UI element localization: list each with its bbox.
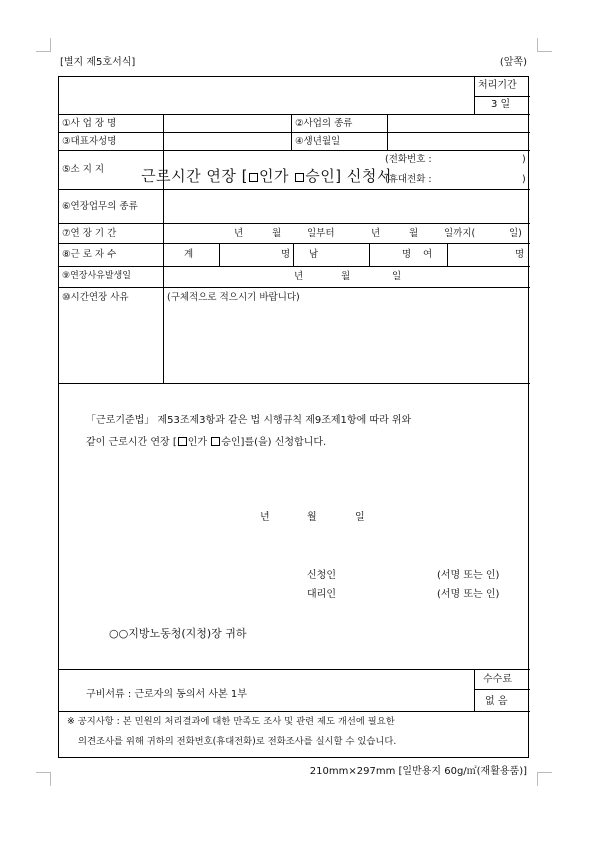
period-month: 월 [272,228,282,239]
workers-total-unit: 명 [281,249,291,260]
period-days: 일) [509,228,522,239]
checkbox-approval-icon [211,437,220,446]
attachment-note: 구비서류 : 근로자의 동의서 사본 1부 [86,689,247,700]
crop-mark [36,51,50,52]
sign-month: 월 [307,512,317,523]
label-occurrence-date: ⑨연장사유발생일 [62,271,131,281]
agent-sign: (서명 또는 인) [437,589,500,600]
application-form [58,76,529,758]
statement-option-permission: 인가 [187,437,211,448]
label-address: ⑤소 지 지 [62,164,105,175]
notice-line-2: 의견조사를 위해 귀하의 전화번호(휴대전화)로 전화조사를 실시할 수 있습니다. [78,736,397,747]
workers-total: 계 [184,249,194,260]
occurrence-month: 월 [341,271,351,282]
statement-line-2 [86,437,326,448]
period-year: 년 [234,228,244,239]
paper-spec: 210mm×297mm [일반용지 60g/㎡(재활용품)] [309,766,527,777]
sign-day: 일 [355,512,365,523]
crop-mark [50,772,51,786]
phone-close: ) [522,154,526,165]
applicant-sign: (서명 또는 인) [437,570,500,581]
period-year-to: 년 [371,228,381,239]
crop-mark [538,51,552,52]
checkbox-permission-icon [249,173,258,182]
label-birth-date: ④생년월일 [295,136,341,147]
processing-period-value: 3 일 [491,99,511,110]
fee-value: 없 음 [485,696,508,707]
checkbox-approval-icon [295,173,304,182]
workers-female-unit: 명 [515,249,525,260]
crop-mark [537,772,538,786]
crop-mark [36,772,50,773]
period-day-from: 일부터 [307,228,335,239]
agent-label: 대리인 [307,589,336,600]
recipient: ○○지방노동청(지청)장 귀하 [109,627,247,640]
checkbox-permission-icon [178,437,187,446]
title-text: 근로시간 연장 [ [141,167,248,185]
crop-mark [537,38,538,52]
notice-line-1: ※ 공지사항 : 본 민원의 처리결과에 대한 만족도 조사 및 관련 제도 개선에 필요한 [67,716,395,727]
period-month-to: 월 [409,228,419,239]
period-day-to: 일까지( [444,228,476,239]
processing-period-label: 처리기간 [478,80,517,91]
workers-male-unit: 명 [402,249,412,260]
occurrence-day: 일 [392,271,402,282]
fee-label: 수수료 [483,674,512,685]
workers-female: 여 [423,249,433,260]
crop-mark [538,772,552,773]
occurrence-year: 년 [294,271,304,282]
sign-year: 년 [260,512,270,523]
statement-option-approval: 승인]를(을) 신청합니다. [221,437,327,448]
label-mobile: (휴대전화 : [385,174,432,185]
page-side-label: (앞쪽) [499,57,527,68]
label-business-name: ①사 업 장 명 [62,118,117,129]
label-reason: ⑩시간연장 사유 [62,292,129,303]
label-work-type: ⑥연장업무의 종류 [62,201,138,212]
reason-hint: (구체적으로 적으시기 바랍니다) [167,292,300,303]
label-business-type: ②사업의 종류 [295,118,353,129]
form-number: [별지 제5호서식] [60,57,136,68]
workers-male: 남 [309,249,319,260]
crop-mark [50,38,51,52]
label-workers: ⑧근 로 자 수 [62,249,117,260]
statement-line-1: 「근로기준법」 제53조제3항과 같은 법 시행규칙 제9조제1항에 따라 위와 [86,415,412,426]
title-option-approval: 승인] 신청서 [305,167,392,185]
label-period: ⑦연 장 기 간 [62,228,117,239]
title-option-permission: 인가 [259,167,295,185]
mobile-close: ) [522,174,526,185]
statement-text: 같이 근로시간 연장 [ [86,437,177,448]
applicant-label: 신청인 [307,570,336,581]
label-phone: (전화번호 : [385,154,432,165]
label-representative: ③대표자성명 [62,136,117,147]
